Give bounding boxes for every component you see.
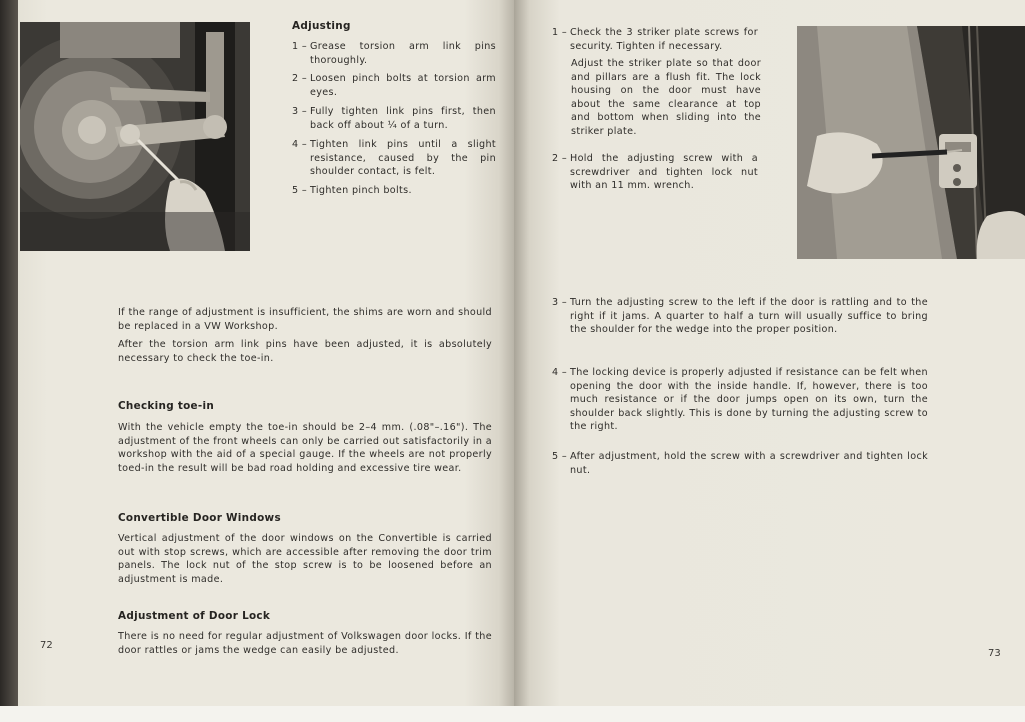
striker-plate-note: Adjust the striker plate so that door and pillars are a flush fit. The lock housing on the door must have about the same clearance at top and bottom when sliding into the striker plate. [571,58,761,137]
door-lock-photo [797,26,1025,259]
toe-in-check-paragraph: After the torsion arm link pins have been adjusted, it is absolutely necessary to check the toe-in. [118,339,492,364]
step-text: Fully tighten link pins first, then back off about ¼ of a turn. [310,106,496,131]
front-suspension-photo [20,22,250,251]
step-number: 3 – [292,106,308,117]
door-lock-heading: Adjustment of Door Lock [118,610,271,622]
step-text: Hold the adjusting screw with a screwdriver and tighten lock nut with an 11 mm. wrench. [570,153,758,192]
step-number: 5 – [292,185,308,196]
book-edge-shadow [0,0,18,722]
step-text: The locking device is properly adjusted if resistance can be felt when opening the door with the inside handle. If, however, there is too much resistance or if the door jumps open on its own, turn the shoulder back slightly. This is done by turning the adjusting screw to the right. [570,367,928,433]
left-page [18,0,514,706]
checking-toe-in-heading: Checking toe-in [118,400,215,412]
step-number: 4 – [552,367,568,378]
adjusting-heading: Adjusting [292,20,351,32]
step-number: 2 – [292,73,308,84]
step-text: Tighten pinch bolts. [310,185,412,196]
step-number: 2 – [552,153,568,164]
step-text: Loosen pinch bolts at torsion arm eyes. [310,73,496,98]
page-number-left: 72 [40,640,53,651]
step-text: Turn the adjusting screw to the left if the door is rattling and to the right if it jams. A quarter to half a turn will usually suffice to bring the shoulder for the wedge into the proper position. [570,297,928,336]
step-number: 1 – [552,27,568,38]
step-number: 5 – [552,451,568,462]
checking-toe-in-text: With the vehicle empty the toe-in should be 2–4 mm. (.08"–.16"). The adjustment of the front wheels can only be carried out satisfactorily in a workshop with the aid of a special gauge. If the wheels are not properly toed-in the result will be bad road holding and excessive tire wear. [118,422,492,474]
step-text: After adjustment, hold the screw with a screwdriver and tighten lock nut. [570,451,928,476]
step-number: 1 – [292,41,308,52]
convertible-door-windows-heading: Convertible Door Windows [118,512,281,524]
step-number: 4 – [292,139,308,150]
step-number: 3 – [552,297,568,308]
shims-paragraph: If the range of adjustment is insufficient, the shims are worn and should be replaced in a VW Workshop. [118,307,492,332]
convertible-door-windows-text: Vertical adjustment of the door windows on the Convertible is carried out with stop screws, which are accessible after removing the door trim panels. The lock nut of the stop screw is to be loosened before an adjustment is made. [118,533,492,585]
step-text: Grease torsion arm link pins thoroughly. [310,41,496,66]
step-text: Tighten link pins until a slight resistance, caused by the pin shoulder contact, is felt. [310,139,496,178]
page-number-right: 73 [988,648,1001,659]
page-bottom-edge [0,706,1025,722]
door-lock-text: There is no need for regular adjustment of Volkswagen door locks. If the door rattles or jams the wedge can easily be adjusted. [118,631,492,656]
right-page [514,0,1025,706]
step-text: Check the 3 striker plate screws for security. Tighten if necessary. [570,27,758,52]
